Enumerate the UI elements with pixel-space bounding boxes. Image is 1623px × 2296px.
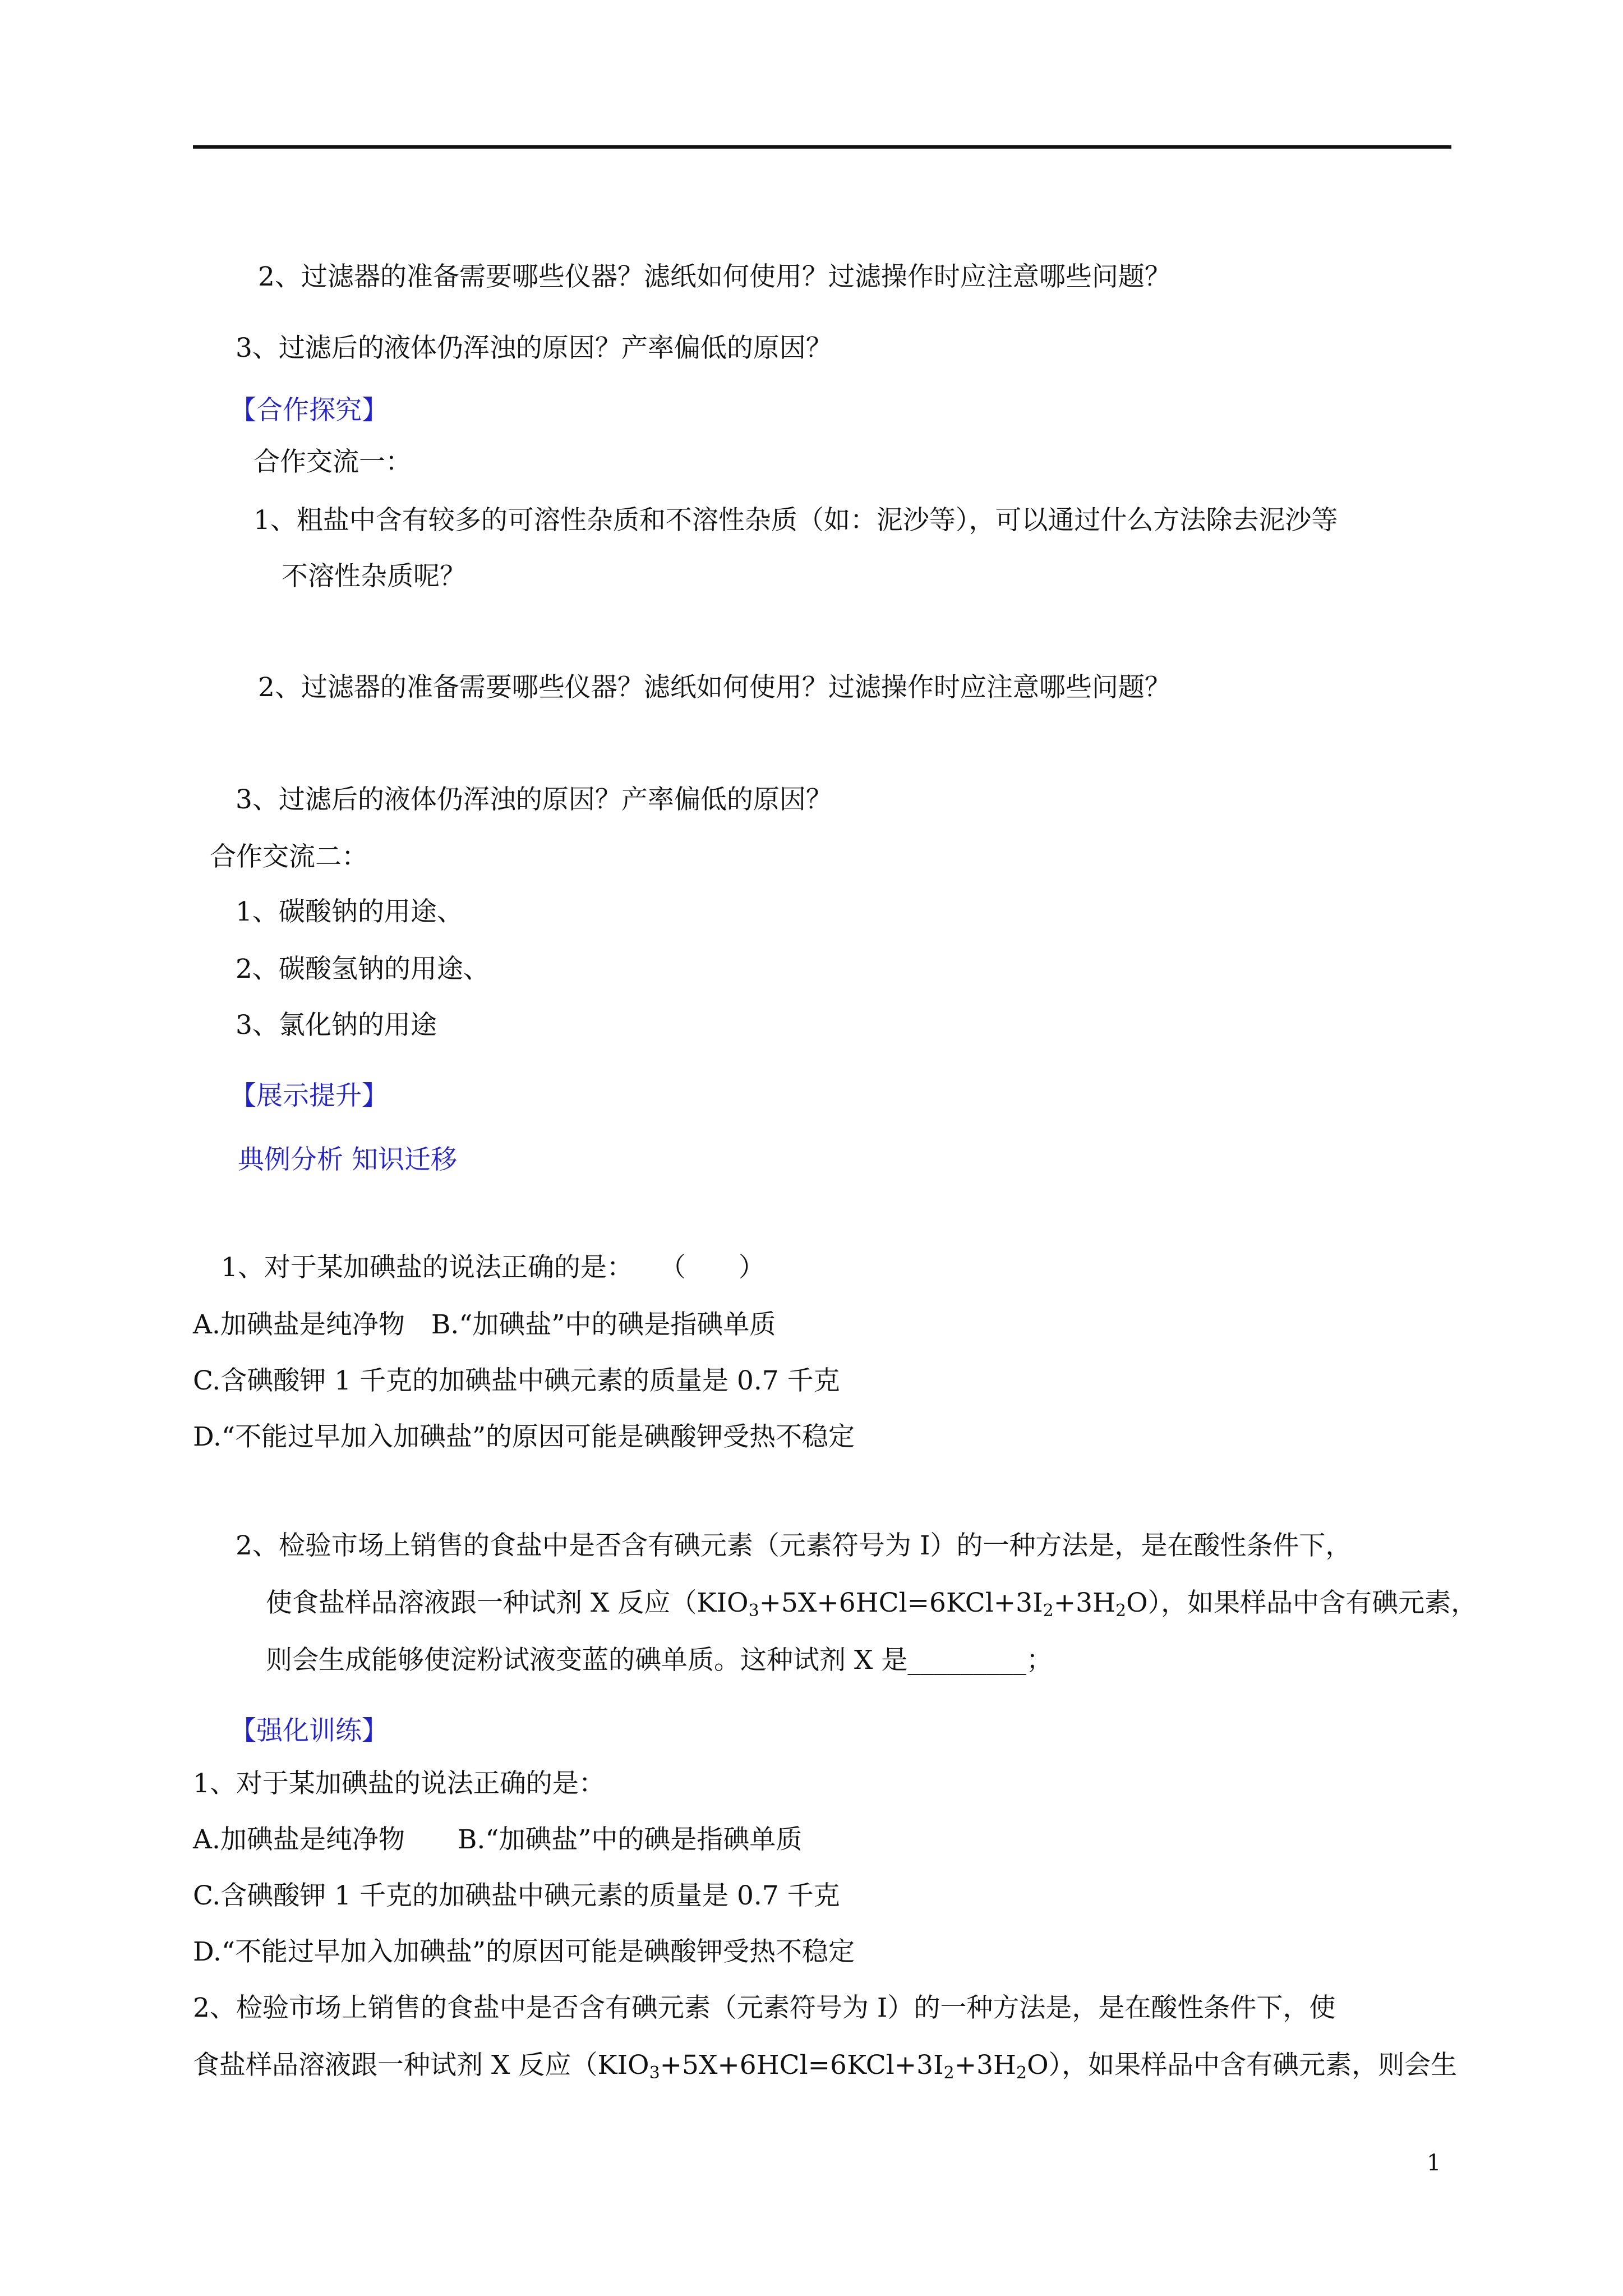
training-question-2-line1: 2、检验市场上销售的食盐中是否含有碘元素（元素符号为 I）的一种方法是，是在酸性条件下，使	[193, 1993, 1336, 2023]
training-question-2-line2: 食盐样品溶液跟一种试剂 X 反应$(KIO_3+5X+6HCl=6KCl+3I_2+3H_2O)$，如果样品中含有碘元素，则会生	[193, 2050, 1458, 2083]
example-1-stem: 1、对于某加碘盐的说法正确的是： （ ）	[221, 1252, 765, 1283]
training-options-ab: A.加碘盐是纯净物 B.“加碘盐”中的碘是指碘单质	[193, 1824, 803, 1855]
example-2-line1: 2、检验市场上销售的食盐中是否含有碘元素（元素符号为 I）的一种方法是，是在酸性条件下，	[236, 1530, 1352, 1561]
example-1-option-c: C.含碘酸钾 1 千克的加碘盐中碘元素的质量是 0.7 千克	[193, 1365, 840, 1396]
training-option-c: C.含碘酸钾 1 千克的加碘盐中碘元素的质量是 0.7 千克	[193, 1880, 840, 1911]
cooperate-question-3: 3、过滤后的液体仍浑浊的原因？产率偏低的原因？	[236, 784, 832, 815]
cooperate-question-1-line1: 1、粗盐中含有较多的可溶性杂质和不溶性杂质（如：泥沙等），可以通过什么方法除去泥沙等	[253, 505, 1338, 536]
use-item-2: 2、碳酸氢钠的用途、	[236, 954, 490, 984]
training-question-1: 1、对于某加碘盐的说法正确的是：	[193, 1768, 605, 1799]
review-question-2: 2、过滤器的准备需要哪些仪器？滤纸如何使用？过滤操作时应注意哪些问题？	[258, 261, 1171, 292]
section-title-show: 【展示提升】	[230, 1080, 388, 1111]
show-subtitle: 典例分析 知识迁移	[238, 1144, 457, 1175]
section-title-cooperate: 【合作探究】	[230, 395, 388, 426]
example-1-options-ab: A.加碘盐是纯净物 B.“加碘盐”中的碘是指碘单质	[193, 1309, 776, 1340]
example-2-line3: 则会生成能够使淀粉试液变蓝的碘单质。这种试剂 X 是_________；	[266, 1645, 1053, 1676]
review-question-3: 3、过滤后的液体仍浑浊的原因？产率偏低的原因？	[236, 333, 832, 364]
use-item-3: 3、氯化钠的用途	[236, 1010, 437, 1041]
header-rule	[193, 145, 1451, 149]
exchange-1-title: 合作交流一：	[253, 447, 412, 477]
use-item-1: 1、碳酸钠的用途、	[236, 896, 463, 927]
cooperate-question-1-line2: 不溶性杂质呢？	[282, 561, 466, 592]
cooperate-question-2: 2、过滤器的准备需要哪些仪器？滤纸如何使用？过滤操作时应注意哪些问题？	[258, 672, 1171, 703]
exchange-2-title: 合作交流二：	[210, 841, 368, 872]
example-2-line2: 使食盐样品溶液跟一种试剂 X 反应$(KIO_3+5X+6HCl=6KCl+3I_2+3H_2O)$，如果样品中含有碘元素，	[266, 1588, 1478, 1621]
section-title-training: 【强化训练】	[230, 1715, 388, 1746]
example-1-option-d: D.“不能过早加入加碘盐”的原因可能是碘酸钾受热不稳定	[193, 1421, 855, 1452]
training-option-d: D.“不能过早加入加碘盐”的原因可能是碘酸钾受热不稳定	[193, 1936, 855, 1967]
page-number: 1	[1427, 2150, 1441, 2176]
